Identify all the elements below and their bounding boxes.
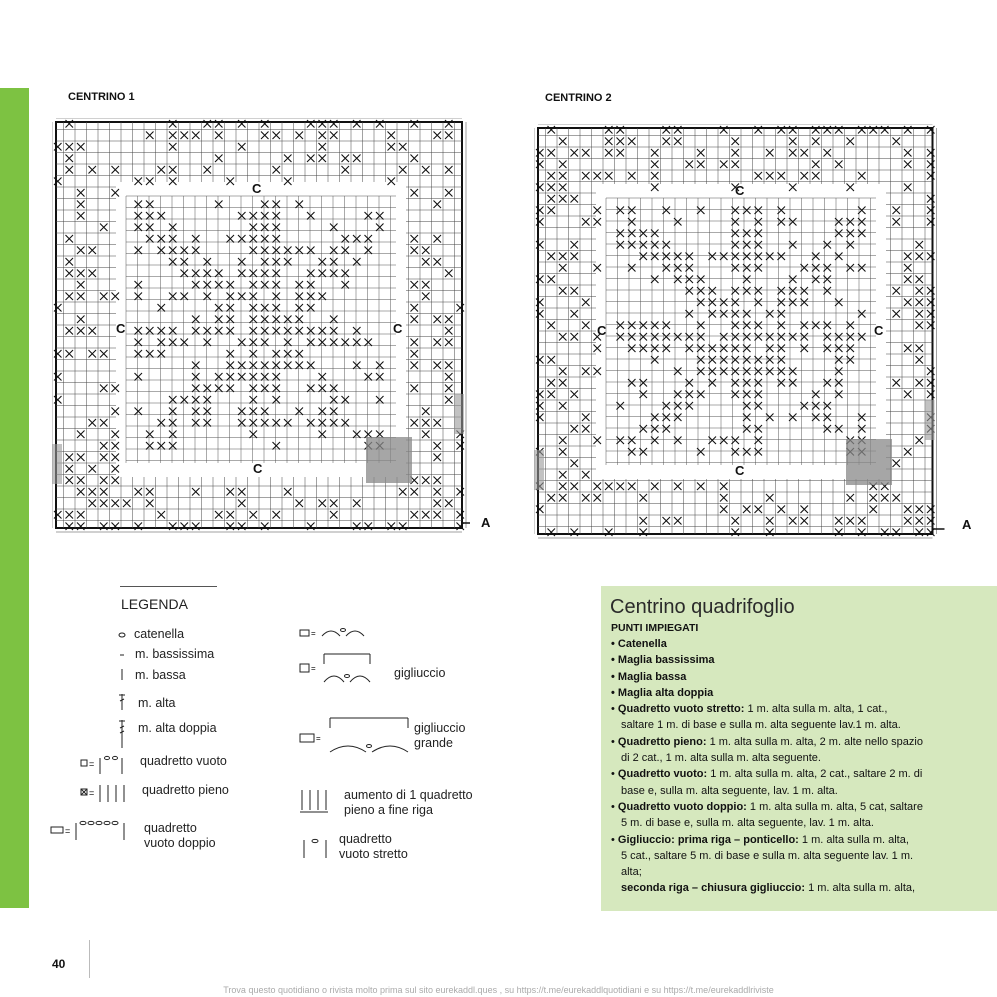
chart-1-label-top: C	[252, 181, 262, 196]
chart-1-label-right: C	[393, 321, 403, 336]
chain-oval-icon	[119, 633, 125, 637]
chart-2-label-top: C	[735, 183, 745, 198]
stitch-detail: • Quadretto vuoto stretto: 1 m. alta sulla m. alta, 1 cat.,	[611, 703, 888, 716]
stitch-item: • Maglia bassa	[611, 670, 687, 683]
panel-title: Centrino quadrifoglio	[610, 596, 795, 618]
svg-text:=: =	[65, 826, 71, 836]
footer-note: Trova questo quotidiano o rivista molto prima sul sito eurekaddl.ques , su https://t.me/eurekaddlquotidiani e su https://t.me/eurekaddlriviste	[223, 985, 774, 995]
double-treble-icon	[119, 720, 125, 748]
svg-text:=: =	[89, 759, 95, 769]
stitch-item: • Catenella	[611, 638, 667, 650]
stitch-item: • Maglia bassissima	[611, 654, 715, 667]
legend-label-alta-doppia: m. alta doppia	[138, 721, 217, 735]
legend-label-vuoto-doppio-2: vuoto doppio	[144, 836, 216, 850]
chart-1-label-end: A	[481, 515, 491, 530]
accent-bar	[0, 88, 29, 908]
chart-1-title: CENTRINO 1	[68, 91, 135, 103]
legend-label-gigliuccio: gigliuccio	[394, 666, 446, 680]
legend-rule	[120, 586, 217, 587]
page-number: 40	[52, 957, 66, 971]
divider	[89, 940, 90, 978]
legend-basic-symbols	[112, 628, 134, 750]
empty-square-icon	[78, 752, 138, 778]
legend-title: LEGENDA	[121, 596, 188, 612]
stitch-detail-cont: base e, sulla m. alta seguente, lav. 1 m. alta.	[621, 784, 838, 797]
svg-text:=: =	[311, 629, 316, 638]
legend-label-vuoto-stretto-2: vuoto stretto	[339, 847, 408, 861]
stitch-detail: • Quadretto vuoto doppio: 1 m. alta sulla m. alta, 5 cat, saltare	[611, 800, 923, 813]
chart-2-label-right: C	[874, 323, 884, 338]
panel-subtitle: PUNTI IMPIEGATI	[611, 622, 699, 634]
double-empty-square-icon	[48, 818, 132, 844]
svg-text:=: =	[316, 734, 321, 743]
legend-label-quadretto-vuoto: quadretto vuoto	[140, 754, 227, 768]
chart-2-label-left: C	[597, 323, 607, 338]
legend-label-gigliuccio-grande-1: gigliuccio	[414, 721, 466, 735]
stitch-detail-cont: saltare 1 m. di base e sulla m. alta seguente lav.1 m. alta.	[621, 719, 901, 732]
stitch-detail: • Quadretto pieno: 1 m. alta sulla m. alta, 2 m. alte nello spazio	[611, 735, 923, 748]
big-gigliuccio-icon	[298, 714, 414, 754]
legend-label-vuoto-stretto-1: quadretto	[339, 832, 392, 846]
treble-icon	[119, 694, 125, 710]
legend-label-aumento-2: pieno a fine riga	[344, 803, 433, 817]
gigliuccio-icon	[298, 624, 388, 700]
legend-label-catenella: catenella	[134, 627, 185, 641]
stitch-detail-cont: 5 m. di base e, sulla m. alta seguente, lav. 1 m. alta.	[621, 817, 874, 830]
legend-label-aumento-1: aumento di 1 quadretto	[344, 788, 473, 802]
full-square-icon	[78, 780, 138, 806]
stitch-detail: • Quadretto vuoto: 1 m. alta sulla m. alta, 2 cat., saltare 2 m. di	[611, 768, 923, 781]
svg-text:=: =	[89, 788, 95, 798]
legend-label-bassa: m. bassa	[135, 668, 186, 682]
legend-label-alta: m. alta	[138, 696, 176, 710]
legend-label-bassissima: m. bassissima	[135, 647, 215, 661]
chart-1-label-bottom: C	[253, 461, 263, 476]
stitch-detail-cont: 5 cat., saltare 5 m. di base e sulla m. alta seguente lav. 1 m.	[621, 849, 914, 862]
chart-1-label-left: C	[116, 321, 126, 336]
chart-2-label-bottom: C	[735, 463, 745, 478]
legend-label-gigliuccio-grande-2: grande	[414, 736, 453, 750]
stitch-detail-last: seconda riga – chiusura gigliuccio: 1 m. alta sulla m. alta,	[621, 882, 916, 895]
stitch-detail: • Gigliuccio: prima riga – ponticello: 1 m. alta sulla m. alta,	[611, 833, 909, 846]
legend-label-quadretto-pieno: quadretto pieno	[142, 783, 229, 797]
stitch-detail-cont: alta;	[621, 866, 642, 879]
legend-label-vuoto-doppio-1: quadretto	[144, 821, 197, 835]
increase-icon	[298, 786, 334, 816]
stitch-detail-cont: di 2 cat., 1 m. alta sulla m. alta seguente.	[621, 752, 821, 765]
stitch-list	[611, 636, 991, 897]
narrow-square-icon	[298, 836, 334, 862]
chart-2-label-end: A	[962, 517, 972, 532]
stitch-item: • Maglia alta doppia	[611, 686, 714, 699]
chart-2-title: CENTRINO 2	[545, 92, 612, 104]
svg-text:=: =	[311, 664, 316, 673]
